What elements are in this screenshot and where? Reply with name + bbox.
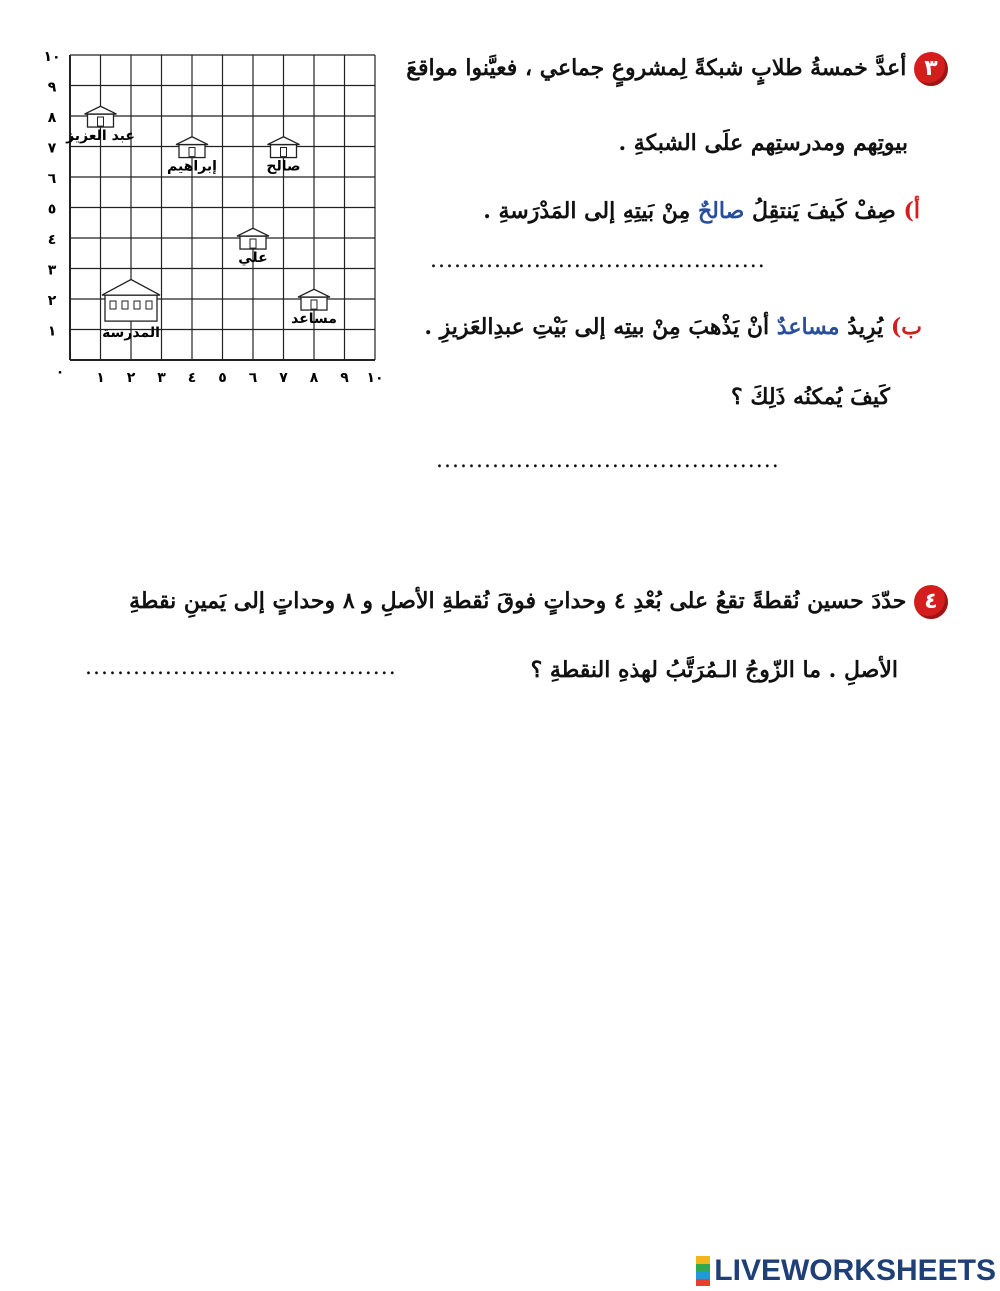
q3-part-a <box>400 196 920 226</box>
y-tick-label: ٤ <box>47 232 57 248</box>
q3-a-answer-line[interactable]: .......................................... <box>430 248 766 273</box>
house-icon <box>268 137 300 158</box>
y-tick-label: ٧ <box>47 140 57 157</box>
house-icon <box>176 137 208 158</box>
q4-answer-line[interactable]: ....................................... <box>85 655 397 680</box>
x-tick-label: ٩ <box>340 370 349 386</box>
q3-part-b <box>382 312 922 342</box>
y-tick-label: ٨ <box>47 110 57 126</box>
house-icon <box>85 106 117 127</box>
x-tick-label: ٨ <box>309 370 319 386</box>
q4-number-badge: ٤ <box>914 585 948 619</box>
x-tick-label: ٤ <box>187 370 197 386</box>
q3-line2 <box>408 128 908 158</box>
q3-intro-text: أعدَّ خمسةُ طلابٍ شبكةً لِمشروعٍ جماعي ، فعيَّنوا مواقعَ <box>406 55 907 81</box>
x-tick-label: ١ <box>96 370 105 386</box>
x-tick-label: ٣ <box>157 370 166 386</box>
q3-b-text-end: أنْ يَذْهبَ مِنْ بيتِه إلى بَيْتِ عبدِالعَزيزِ . <box>424 314 770 340</box>
q3-intro-text-2: بيوتِهم ومدرستِهم علَى الشبكةِ . <box>618 130 908 156</box>
location-label: إبراهيم <box>167 158 217 175</box>
locations <box>65 106 337 341</box>
y-tick-label: ٦ <box>47 171 57 187</box>
x-tick-label: ٥ <box>218 370 227 386</box>
q3-number-badge: ٣ <box>914 52 948 86</box>
q3-b-label: ب) <box>890 314 922 340</box>
q4-line1 <box>48 585 948 619</box>
y-tick-label: ٥ <box>47 201 57 218</box>
y-tick-label: ١ <box>47 323 57 340</box>
q3-b-name: مساعدٌ <box>776 314 840 340</box>
house-icon <box>102 280 160 322</box>
y-axis-ticks <box>43 49 64 380</box>
location-label: علي <box>238 250 268 266</box>
x-tick-label: ٧ <box>279 370 288 386</box>
y-tick-label: ٢ <box>47 293 57 309</box>
q3-b-text: يُرِيدُ <box>847 314 884 340</box>
liveworksheets-logo[interactable] <box>696 1253 996 1289</box>
q3-b-answer-line[interactable]: ........................................... <box>436 448 780 473</box>
location-label: مساعد <box>291 311 337 327</box>
house-icon <box>298 289 330 310</box>
logo-badge <box>696 1256 710 1286</box>
y-tick-label: ٩ <box>47 79 57 96</box>
q4-text: حدّدَ حسين نُقطةً تقعُ على بُعْدِ ٤ وحداتٍ فوقَ نُقطةِ الأصلِ و ٨ وحداتٍ إلى يَمينِ نقطةِ <box>129 588 907 614</box>
y-tick-label: ٣ <box>47 262 57 279</box>
q4-line2 <box>478 655 898 685</box>
q3-b-line2 <box>490 382 890 412</box>
logo-text: LIVEWORKSHEETS <box>714 1254 996 1287</box>
q4-question: الأصلِ . ما الزّوجُ الـمُرَتَّبُ لهذهِ النقطةِ ؟ <box>530 657 898 683</box>
x-tick-label: ٦ <box>248 370 258 386</box>
location-label: المدرسة <box>102 325 160 341</box>
x-tick-label: ١٠ <box>366 370 384 386</box>
q3-a-text: صِفْ كَيفَ يَنتقِلُ <box>751 198 896 224</box>
location-label: عبد العزيز <box>66 128 135 144</box>
q3-a-text-end: مِنْ بَيتِهِ إلى المَدْرَسةِ . <box>483 198 691 224</box>
coordinate-grid <box>30 40 395 390</box>
q3-line1 <box>408 52 948 86</box>
house-icon <box>237 228 269 249</box>
q3-a-name: صالحٌ <box>697 198 745 224</box>
q3-b-question: كَيفَ يُمكنُه ذَلِكَ ؟ <box>730 384 890 410</box>
x-axis-ticks <box>96 370 383 386</box>
location-label: صالح <box>266 158 301 175</box>
y-tick-label: ١٠ <box>43 49 61 65</box>
q3-a-label: أ) <box>903 198 920 224</box>
x-tick-label: ٢ <box>126 370 136 386</box>
origin-label: ٠ <box>55 364 65 380</box>
